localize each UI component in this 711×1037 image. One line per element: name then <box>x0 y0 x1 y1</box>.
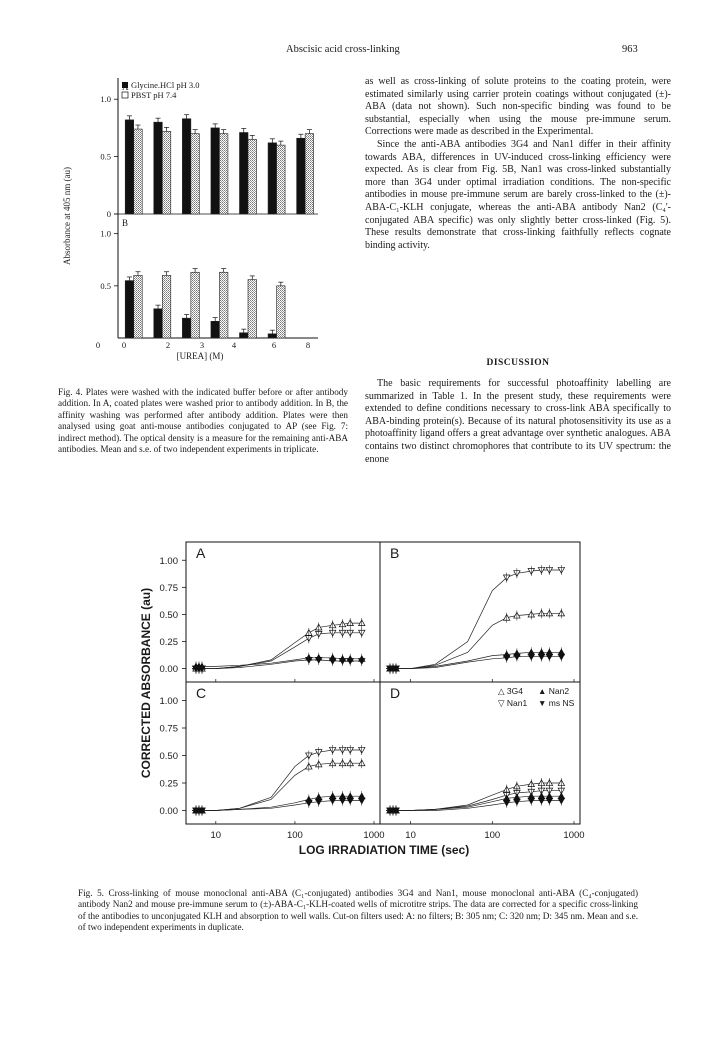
y-tick-label: 0.25 <box>159 637 178 648</box>
running-title: Abscisic acid cross-linking <box>286 44 400 55</box>
bar-glycine <box>297 138 306 214</box>
legend-item-nan2: ▲ Nan2 <box>538 686 570 696</box>
series-line-3g4 <box>386 613 561 668</box>
y-tick-label: 1.0 <box>100 94 111 105</box>
y-tick-label: 0.5 <box>100 151 111 162</box>
x-tick-label: 10 <box>210 830 222 841</box>
series-line-nan2 <box>192 658 362 667</box>
y-tick-label: 0.25 <box>159 778 178 790</box>
series-line-nan1 <box>192 750 362 811</box>
y-tick-label: 1.00 <box>159 555 178 567</box>
bar-glycine <box>125 120 134 214</box>
bar-glycine <box>125 281 134 338</box>
x-tick-label: 0 <box>95 340 101 350</box>
panel-label: A <box>196 545 206 561</box>
bar-pbst <box>219 134 228 214</box>
bar-glycine <box>182 119 191 214</box>
y-tick-label: 0.5 <box>100 280 111 291</box>
paragraph: as well as cross-linking of solute proteins to the coating protein, were estimated similarly using carrier protein coatings without conjugated (±)-ABA (data not shown). Such non-specific binding was found to be substantial, especially when using the mouse pre-immune serum. Corrections were made as described in the Experimental. <box>365 76 671 138</box>
bar-glycine <box>154 122 163 214</box>
bar-glycine <box>211 321 220 338</box>
bar-pbst <box>162 275 171 338</box>
y-axis-label: Absorbance at 405 nm (au) <box>62 167 72 265</box>
x-tick-label: 100 <box>286 830 303 841</box>
series-line-nan2 <box>192 796 362 810</box>
figure-frame <box>186 542 580 824</box>
y-tick-label: 0.50 <box>159 609 178 621</box>
series-line-ms-ns <box>192 660 362 669</box>
figure-4-caption: Fig. 4. Plates were washed with the indicated buffer before or after antibody addition. In A, coated plates were washed prior to antibody addition. In B, the affinity washing was performed after antibody addition. Plates were then analysed using goat anti-mouse antibodies conjugated to AP (see Fig. 7: indirect method). The optical density is a measure for the remaining anti-ABA antibodies. Mean and s.e. of two independent experiments in triplicate. <box>58 387 348 455</box>
bar-glycine <box>211 128 220 214</box>
series-line-3g4 <box>192 763 362 810</box>
legend-item-ms-ns: ▼ ms NS <box>538 698 575 708</box>
bar-glycine <box>240 133 249 214</box>
y-tick-label: 0.75 <box>159 582 178 594</box>
right-column-text <box>365 76 671 252</box>
figure-5-chart <box>128 532 600 887</box>
bar-pbst <box>191 134 200 214</box>
bar-pbst <box>277 286 286 338</box>
bar-pbst <box>162 131 171 214</box>
x-tick-label: 1000 <box>563 830 585 841</box>
y-tick-label: 1.0 <box>100 228 111 239</box>
paragraph: The basic requirements for successful photoaffinity labelling are summarized in Table 1. In the present study, these requirements were extended to define conditions necessary to cross-link ABA specifically to ABA-binding protein(s). Because of its natural photosensitivity its use as a photoaffinity ligand offers a great advantage over synthetic analogues. ABA contains two distinct chromophores that contribute to its UV spectrum: the enone <box>365 378 671 465</box>
discussion-text <box>365 378 671 466</box>
figure-4-chart <box>40 76 330 366</box>
bar-glycine <box>240 333 249 338</box>
x-tick-label: 2 <box>165 340 171 350</box>
legend-item-3g4: △ 3G4 <box>498 686 523 696</box>
legend <box>498 686 575 708</box>
bar-pbst <box>134 129 143 214</box>
series-line-nan2 <box>386 796 561 810</box>
x-tick-label: 0 <box>121 340 127 350</box>
x-tick-label: 1000 <box>363 830 385 841</box>
x-axis-label: LOG IRRADIATION TIME (sec) <box>298 843 470 857</box>
y-tick-label: 0 <box>106 209 111 219</box>
legend-pbst: PBST pH 7.4 <box>131 90 177 100</box>
series-line-3g4 <box>386 783 561 811</box>
bar-pbst <box>248 280 257 338</box>
y-tick-label: 1.00 <box>159 696 178 707</box>
bar-pbst <box>219 272 228 338</box>
y-tick-label: 0.00 <box>159 664 178 676</box>
bar-pbst <box>191 272 200 338</box>
bar-pbst <box>134 275 143 338</box>
series-line-ms-ns <box>192 801 362 811</box>
legend-item-nan1: ▽ Nan1 <box>498 698 528 708</box>
panel-label: B <box>122 218 129 228</box>
paragraph: Since the anti-ABA antibodies 3G4 and Nan1 differ in their affinity towards ABA, differences in UV-induced cross-linking efficiency were expected. As is clear from Fig. 5B, Nan1 was cross-linked substantially more than 3G4 under optimal irradiation conditions. The non-specific antibodies in mouse pre-immune serum are barely cross-linked to the (±)-ABA-C₁-KLH conjugate, whereas the anti-ABA antibody Nan2 (C₄'-conjugated ABA specific) was only slightly better cross-linked (Fig. 5). These results demonstrate that cross-linking faithfully reflects cognate binding activity. <box>365 138 671 251</box>
panel-c <box>160 685 375 824</box>
series-line-nan2 <box>386 652 561 668</box>
panel-label: C <box>196 685 207 701</box>
bar-pbst <box>277 145 286 214</box>
page-number: 963 <box>622 44 638 55</box>
discussion-heading: DISCUSSION <box>486 358 550 368</box>
bar-glycine <box>154 309 163 338</box>
x-tick-label: 4 <box>231 340 237 350</box>
series-line-ms-ns <box>386 657 561 669</box>
y-axis-label: CORRECTED ABSORBANCE (au) <box>139 587 153 779</box>
y-tick-label: 0.75 <box>159 723 178 735</box>
legend-swatch-glycine <box>122 82 128 88</box>
x-tick-label: 8 <box>305 340 311 350</box>
bar-pbst <box>248 139 257 214</box>
bar-glycine <box>182 318 191 338</box>
panel-label: D <box>390 685 401 701</box>
bar-glycine <box>268 143 277 214</box>
bar-pbst <box>305 134 314 214</box>
y-tick-label: 0.50 <box>159 751 178 762</box>
x-axis-label: [UREA] (M) <box>176 351 224 361</box>
legend-glycine: Glycine.HCl pH 3.0 <box>131 80 200 90</box>
x-tick-label: 10 <box>405 830 416 841</box>
panel-label: B <box>390 545 400 561</box>
figure-5-caption: Fig. 5. Cross-linking of mouse monoclonal anti-ABA (C₁-conjugated) antibodies 3G4 and Nan1, mouse monoclonal anti-ABA (C₄-conjugated) antibody Nan2 and mouse pre-immune serum to (±)-ABA-C₁-KLH-coated wells of microtitre strips. The data are corrected for a specific cross-linking of the antibodies to unconjugated KLH and absorption to well walls. Cut-on filters used: A: no filters; B: 305 nm; C: 320 nm; D: 345 nm. Mean and s.e. of two independent experiments in duplicate. <box>78 888 638 933</box>
x-tick-label: 6 <box>271 340 277 350</box>
x-tick-label: 100 <box>484 830 501 841</box>
panel-b <box>386 545 574 682</box>
panel-a <box>160 545 375 682</box>
y-tick-label: 0.00 <box>159 806 178 817</box>
legend-swatch-pbst <box>122 92 128 98</box>
bar-glycine <box>268 334 277 338</box>
x-tick-label: 3 <box>199 340 205 350</box>
